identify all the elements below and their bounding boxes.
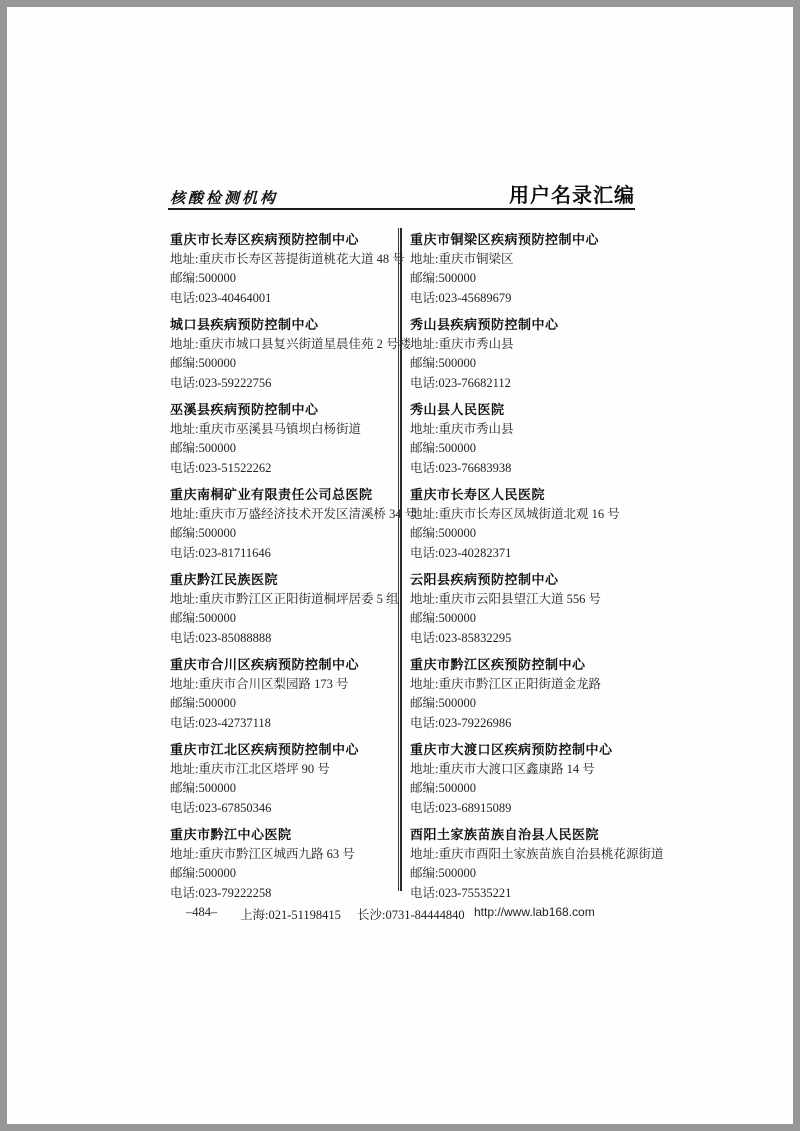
directory-entry xyxy=(410,230,636,308)
right-column xyxy=(410,230,664,910)
entry-phone: 电话:023-67850346 xyxy=(170,800,272,815)
entry-zip: 邮编:500000 xyxy=(170,526,236,540)
entry-name: 重庆市长寿区人民医院 xyxy=(410,487,546,502)
entry-address: 地址:重庆市大渡口区鑫康路 14 号 xyxy=(410,761,595,776)
entry-address: 地址:重庆市黔江区正阳街道桐坪居委 5 组 xyxy=(170,591,399,606)
entry-name: 重庆黔江民族医院 xyxy=(170,572,279,587)
entry-phone: 电话:023-85088888 xyxy=(170,630,272,645)
entry-name: 重庆市江北区疾病预防控制中心 xyxy=(170,742,360,757)
entry-address: 地址:重庆市江北区塔坪 90 号 xyxy=(170,761,330,776)
entry-zip: 邮编:500000 xyxy=(170,271,236,285)
entry-zip: 邮编:500000 xyxy=(410,356,476,370)
entry-phone: 电话:023-79222258 xyxy=(170,885,272,900)
directory-entry xyxy=(170,825,396,903)
directory-entry xyxy=(170,485,418,563)
page-title: 用户名录汇编 xyxy=(509,185,635,207)
entry-phone: 电话:023-76683938 xyxy=(410,460,512,475)
directory-entry xyxy=(410,570,636,648)
entry-phone: 电话:023-76682112 xyxy=(410,375,511,390)
entry-address: 地址:重庆市城口县复兴街道星晨佳苑 2 号楼 xyxy=(170,336,411,351)
footer-shanghai-phone: 上海:021-51198415 xyxy=(240,908,341,922)
directory-entry xyxy=(410,655,636,733)
entry-phone: 电话:023-59222756 xyxy=(170,375,272,390)
entry-phone: 电话:023-81711646 xyxy=(170,545,271,560)
directory-entry xyxy=(170,230,405,308)
entry-phone: 电话:023-79226986 xyxy=(410,715,512,730)
directory-entry xyxy=(170,400,396,478)
entry-name: 重庆市黔江区疾预防控制中心 xyxy=(410,657,586,672)
entry-zip: 邮编:500000 xyxy=(170,356,236,370)
entry-address: 地址:重庆市秀山县 xyxy=(410,336,514,351)
entry-address: 地址:重庆市铜梁区 xyxy=(410,251,514,266)
directory-entry xyxy=(410,740,636,818)
entry-zip: 邮编:500000 xyxy=(410,611,476,625)
entry-address: 地址:重庆市长寿区凤城街道北观 16 号 xyxy=(410,506,620,521)
left-column xyxy=(170,230,418,910)
footer-changsha-phone: 长沙:0731-84444840 xyxy=(357,908,465,922)
entry-address: 地址:重庆市黔江区正阳街道金龙路 xyxy=(410,676,601,691)
entry-name: 重庆市黔江中心医院 xyxy=(170,827,292,842)
entry-address: 地址:重庆市长寿区菩提街道桃花大道 48 号 xyxy=(170,251,405,266)
entry-name: 重庆市铜梁区疾病预防控制中心 xyxy=(410,232,600,247)
entry-zip: 邮编:500000 xyxy=(170,781,236,795)
section-title: 核酸检测机构 xyxy=(170,191,279,207)
entry-address: 地址:重庆市万盛经济技术开发区清溪桥 34 号 xyxy=(170,506,418,521)
entry-phone: 电话:023-40282371 xyxy=(410,545,512,560)
entry-phone: 电话:023-40464001 xyxy=(170,290,272,305)
entry-name: 巫溪县疾病预防控制中心 xyxy=(170,402,319,417)
entry-address: 地址:重庆市巫溪县马镇坝白杨街道 xyxy=(170,421,361,436)
entry-zip: 邮编:500000 xyxy=(410,271,476,285)
entry-address: 地址:重庆市黔江区城西九路 63 号 xyxy=(170,846,355,861)
entry-address: 地址:重庆市合川区梨园路 173 号 xyxy=(170,676,349,691)
column-divider-rule xyxy=(398,228,402,891)
directory-entry xyxy=(410,400,636,478)
entry-zip: 邮编:500000 xyxy=(170,866,236,880)
entry-address: 地址:重庆市酉阳土家族苗族自治县桃花源街道 xyxy=(410,846,664,861)
directory-entry xyxy=(170,740,396,818)
entry-name: 云阳县疾病预防控制中心 xyxy=(410,572,559,587)
page-footer xyxy=(0,905,800,925)
directory-entry xyxy=(170,315,411,393)
entry-zip: 邮编:500000 xyxy=(170,696,236,710)
entry-zip: 邮编:500000 xyxy=(170,611,236,625)
directory-entry xyxy=(170,655,396,733)
entry-name: 秀山县人民医院 xyxy=(410,402,505,417)
entry-name: 重庆市长寿区疾病预防控制中心 xyxy=(170,232,360,247)
directory-entry xyxy=(410,315,636,393)
footer-website: http://www.lab168.com xyxy=(474,905,595,919)
header-rule xyxy=(168,208,635,210)
entry-zip: 邮编:500000 xyxy=(170,441,236,455)
entry-name: 城口县疾病预防控制中心 xyxy=(170,317,319,332)
entry-phone: 电话:023-45689679 xyxy=(410,290,512,305)
directory-entry xyxy=(410,825,664,903)
entry-zip: 邮编:500000 xyxy=(410,526,476,540)
entry-address: 地址:重庆市云阳县望江大道 556 号 xyxy=(410,591,601,606)
page-number: –484– xyxy=(186,905,218,919)
entry-zip: 邮编:500000 xyxy=(410,441,476,455)
entry-phone: 电话:023-75535221 xyxy=(410,885,512,900)
entry-zip: 邮编:500000 xyxy=(410,696,476,710)
entry-name: 重庆市合川区疾病预防控制中心 xyxy=(170,657,360,672)
entry-name: 秀山县疾病预防控制中心 xyxy=(410,317,559,332)
entry-name: 重庆南桐矿业有限责任公司总医院 xyxy=(170,487,373,502)
entry-address: 地址:重庆市秀山县 xyxy=(410,421,514,436)
entry-zip: 邮编:500000 xyxy=(410,781,476,795)
entry-phone: 电话:023-51522262 xyxy=(170,460,272,475)
entry-phone: 电话:023-42737118 xyxy=(170,715,271,730)
entry-name: 酉阳土家族苗族自治县人民医院 xyxy=(410,827,600,842)
entry-zip: 邮编:500000 xyxy=(410,866,476,880)
directory-entry xyxy=(170,570,399,648)
entry-phone: 电话:023-68915089 xyxy=(410,800,512,815)
entry-name: 重庆市大渡口区疾病预防控制中心 xyxy=(410,742,613,757)
directory-entry xyxy=(410,485,636,563)
entry-phone: 电话:023-85832295 xyxy=(410,630,512,645)
